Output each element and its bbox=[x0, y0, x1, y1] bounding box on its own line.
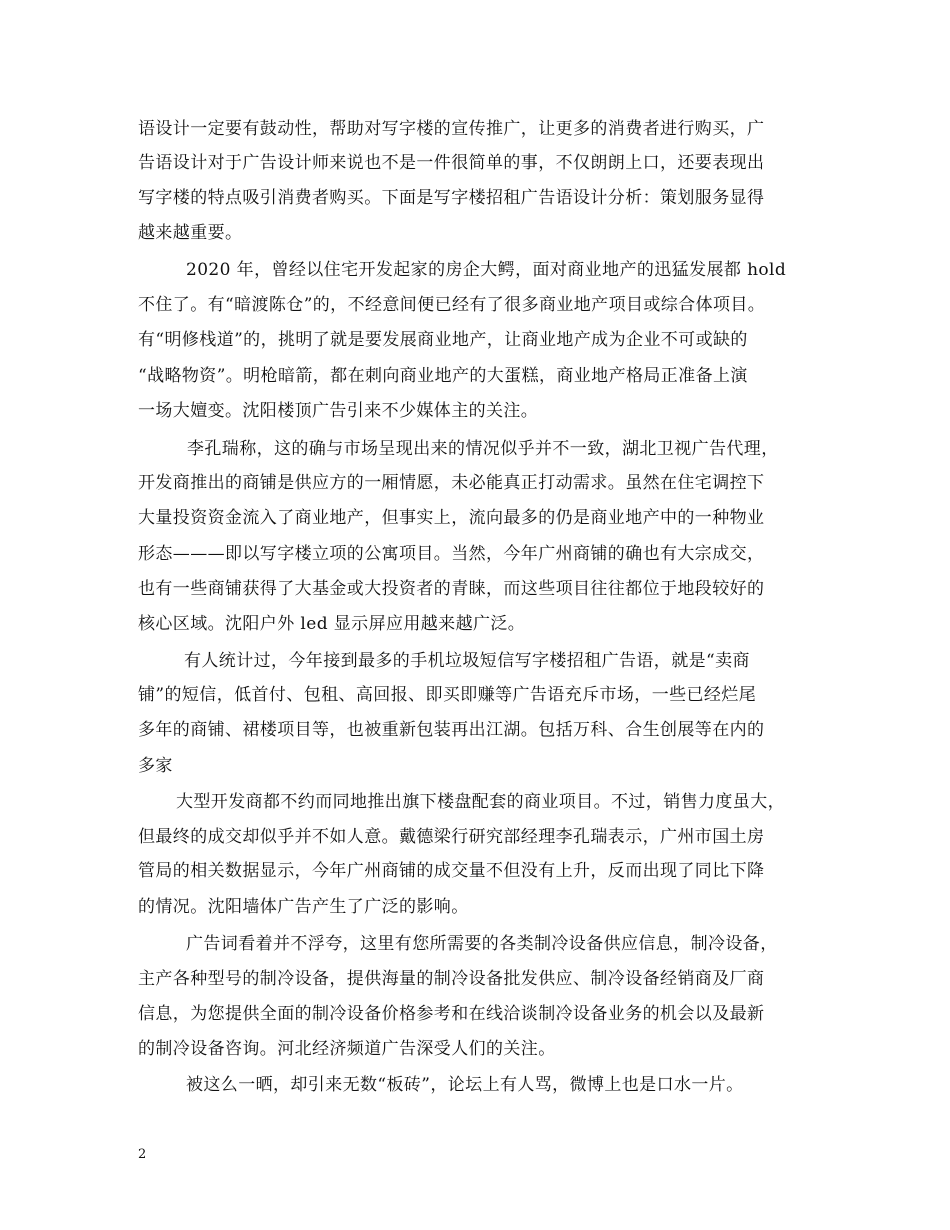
paragraph-line: 多年的商铺、裙楼项目等，也被重新包装再出江湖。包括万科、合生创展等在内的 bbox=[138, 720, 765, 740]
paragraph-line: 形态———即以写字楼立项的公寓项目。当然，今年广州商铺的确也有大宗成交， bbox=[138, 544, 765, 564]
paragraph-line: 主产各种型号的制冷设备，提供海量的制冷设备批发供应、制冷设备经销商及厂商 bbox=[138, 969, 765, 989]
paragraph-line: 一场大嬗变。沈阳楼顶广告引来不少媒体主的关注。 bbox=[138, 401, 539, 421]
paragraph-line: “战略物资”。明枪暗箭，都在刺向商业地产的大蛋糕，商业地产格局正准备上演 bbox=[138, 366, 748, 386]
paragraph-line: 大型开发商都不约而同地推出旗下楼盘配套的商业项目。不过，销售力度虽大， bbox=[176, 792, 785, 812]
paragraph-line: 语设计一定要有鼓动性，帮助对写字楼的宣传推广，让更多的消费者进行购买，广 bbox=[138, 119, 765, 139]
paragraph-line: 广告词看着并不浮夸，这里有您所需要的各类制冷设备供应信息，制冷设备， bbox=[186, 934, 778, 954]
paragraph-line: 但最终的成交却似乎并不如人意。戴德梁行研究部经理李孔瑞表示，广州市国土房 bbox=[138, 827, 765, 847]
paragraph-line: 李孔瑞称，这的确与市场呈现出来的情况似乎并不一致，湖北卫视广告代理， bbox=[187, 439, 779, 459]
paragraph-line: 不住了。有“暗渡陈仓”的，不经意间便已经有了很多商业地产项目或综合体项目。 bbox=[138, 295, 766, 315]
paragraph-line: 管局的相关数据显示，今年广州商铺的成交量不但没有上升，反而出现了同比下降 bbox=[138, 861, 765, 881]
page-number: 2 bbox=[138, 1147, 147, 1162]
paragraph-line: 被这么一晒，却引来无数“板砖”，论坛上有人骂，微博上也是口水一片。 bbox=[186, 1075, 744, 1095]
paragraph-line: 的制冷设备咨询。河北经济频道广告深受人们的关注。 bbox=[138, 1039, 556, 1059]
paragraph-line: 2020 年，曾经以住宅开发起家的房企大鳄，面对商业地产的迅猛发展都 hold bbox=[186, 260, 787, 280]
paragraph-line: 信息，为您提供全面的制冷设备价格参考和在线洽谈制冷设备业务的机会以及最新 bbox=[138, 1004, 765, 1024]
paragraph-line: 铺”的短信，低首付、包租、高回报、即买即赚等广告语充斥市场，一些已经烂尾 bbox=[138, 685, 757, 705]
paragraph-line: 的情况。沈阳墙体广告产生了广泛的影响。 bbox=[138, 897, 469, 917]
paragraph-line: 多家 bbox=[138, 756, 173, 776]
paragraph-line: 大量投资资金流入了商业地产，但事实上，流向最多的仍是商业地产中的一种物业 bbox=[138, 508, 765, 528]
paragraph-line: 核心区域。沈阳户外 led 显示屏应用越来越广泛。 bbox=[138, 614, 526, 634]
paragraph-line: 也有一些商铺获得了大基金或大投资者的青睐，而这些项目往往都位于地段较好的 bbox=[138, 579, 765, 599]
paragraph-line: 有“明修栈道”的，挑明了就是要发展商业地产，让商业地产成为企业不可或缺的 bbox=[138, 330, 748, 350]
paragraph-line: 越来越重要。 bbox=[138, 223, 243, 243]
paragraph-line: 写字楼的特点吸引消费者购买。下面是写字楼招租广告语设计分析：策划服务显得 bbox=[138, 188, 765, 208]
paragraph-line: 告语设计对于广告设计师来说也不是一件很简单的事，不仅朗朗上口，还要表现出 bbox=[138, 153, 765, 173]
paragraph-line: 有人统计过，今年接到最多的手机垃圾短信写字楼招租广告语，就是“卖商 bbox=[184, 651, 750, 671]
paragraph-line: 开发商推出的商铺是供应方的一厢情愿，未必能真正打动需求。虽然在住宅调控下 bbox=[138, 473, 765, 493]
